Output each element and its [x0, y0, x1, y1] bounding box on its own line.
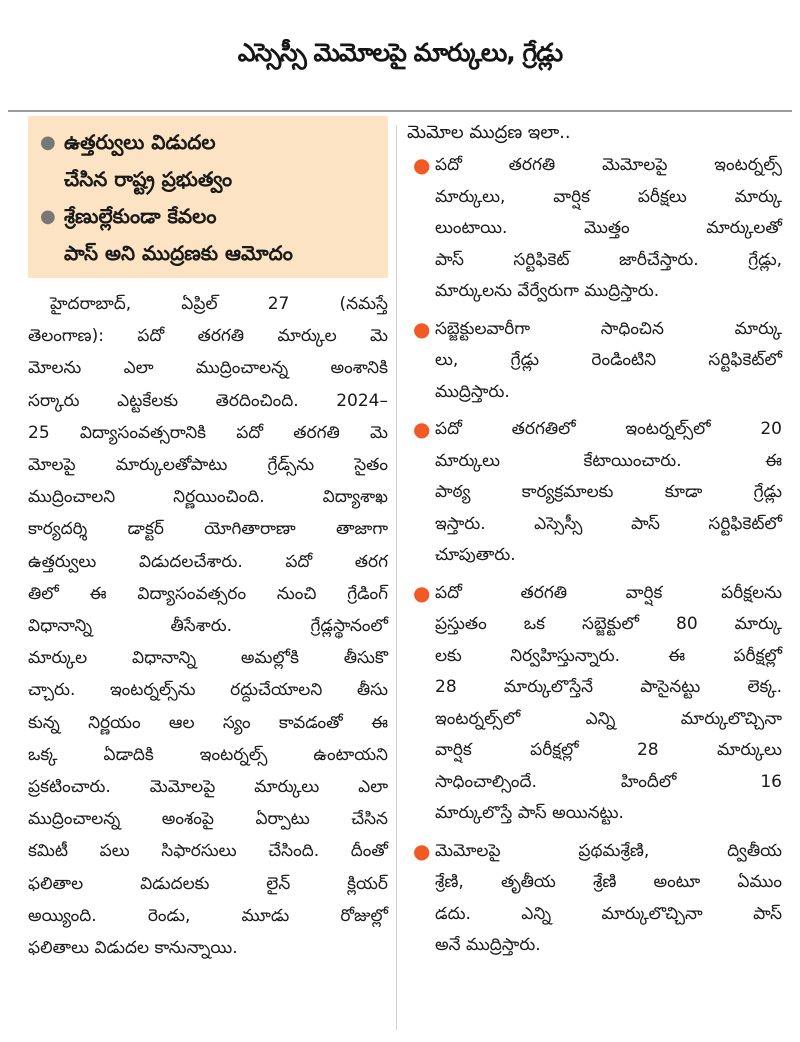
point-line: ముద్రిస్తారు. [435, 381, 510, 402]
highlight-line: పాస్ అని ముద్రణకు ఆమోదం [64, 241, 293, 265]
body-line: చ్చారు. ఇంటర్నల్స్‌ను రద్దుచేయాలని తీసు [28, 680, 388, 701]
body-line: 25 విద్యాసంవత్సరానికి పదో తరగతి మె [28, 422, 388, 443]
left-column [28, 116, 388, 964]
highlight-line: చేసిన రాష్ట్ర ప్రభుత్వం [64, 167, 233, 191]
headline: ఎస్సెస్సీ మెమోలపై మార్కులు, గ్రేడ్లు [237, 38, 563, 67]
body-line: ఉత్తర్వులు విడుదలచేశారు. పదో తరగ [28, 551, 388, 572]
point-line: సాధించాల్సిందే. హిందీలో 16 [435, 771, 782, 792]
highlight-item [40, 198, 378, 272]
body-line: మోలను ఎలా ముద్రించాలన్న అంశానికి [28, 358, 388, 379]
highlight-line: ఉత్తర్వులు విడుదల [64, 130, 216, 154]
point-line: పదో తరగతిలో ఇంటర్నల్స్‌లో 20 [435, 419, 782, 439]
point-line: పదో తరగతి మెమోలపై ఇంటర్నల్స్ [435, 155, 782, 175]
body-line: కార్యదర్శి డాక్టర్ యోగితారాణా తాజాగా [28, 519, 388, 540]
body-line: తెలంగాణ): పదో తరగతి మార్కుల మె [28, 326, 388, 347]
point-line: అనే ముద్రిస్తారు. [435, 935, 541, 955]
point-line: మార్కులు కేటాయించారు. ఈ [435, 450, 782, 471]
body-line: మార్కుల విధానాన్ని అమల్లోకి తీసుకొ [28, 648, 388, 669]
point-item [405, 836, 790, 962]
bullet-icon: ● [413, 316, 431, 341]
body-line: విధానాన్ని తీసేశారు. గ్రేడ్లస్థానంలో [28, 616, 388, 637]
highlight-line: శ్రేణుల్లేకుండా కేవలం [64, 204, 217, 228]
body-line: ఫలితాల విడుదలకు లైన్ క్లియర్ [28, 873, 388, 894]
subheading: మెమోల ముద్రణ ఇలా.. [407, 122, 571, 143]
body-line: కున్న నిర్ణయం ఆల స్యం కావడంతో ఈ [28, 712, 388, 733]
point-line: లుంటాయి. మొత్తం మార్కులతో [435, 218, 782, 238]
body-line: ప్రకటించారు. మెమోలపై మార్కులు ఎలా [28, 777, 388, 798]
point-line: మార్కులొస్తే పాస్ అయినట్టు. [435, 803, 624, 823]
point-line: 28 మార్కులొస్తేనే పాసైనట్టు లెక్క. [435, 677, 782, 697]
article-body [28, 288, 388, 964]
point-line: సబ్జెక్టులవారీగా సాధించిన మార్కు [435, 318, 782, 339]
bullet-icon: ● [413, 838, 431, 863]
body-line: తిలో ఈ విద్యాసంవత్సరం నుంచి గ్రేడింగ్ [28, 583, 388, 604]
body-line: హైదరాబాద్, ఏప్రిల్ 27 (నమస్తే [50, 294, 388, 314]
bullet-icon: ● [40, 132, 56, 153]
body-line: అయ్యింది. రెండు, మూడు రోజుల్లో [28, 905, 388, 926]
point-line: మెమోలపై ప్రథమశ్రేణి, ద్వితీయ [435, 840, 782, 861]
body-line: సర్కారు ఎట్టకేలకు తెరదించింది. 2024– [28, 390, 388, 411]
point-line: లకు నిర్వహిస్తున్నారు. ఈ పరీక్షల్లో [435, 645, 782, 666]
body-line: మోలపై మార్కులతోపాటు గ్రేడ్స్‌ను సైతం [28, 455, 388, 476]
point-item [405, 314, 790, 409]
bullet-icon: ● [40, 206, 56, 227]
bullet-icon: ● [413, 153, 431, 177]
point-line: పాస్ సర్టిఫికెట్ జారీచేస్తారు. గ్రేడ్లు, [435, 249, 782, 270]
point-line: లు, గ్రేడ్లు రెండింటిని సర్టిఫికెట్‌లో [435, 350, 782, 370]
body-line: ఒక్క ఏడాదికి ఇంటర్నల్స్ ఉంటాయని [28, 744, 388, 765]
point-item [405, 578, 790, 830]
point-line: ఇంటర్నల్స్‌లో ఎన్ని మార్కులొచ్చినా [435, 708, 782, 729]
highlight-item [40, 124, 378, 198]
point-item [405, 414, 790, 572]
body-line: కమిటీ పలు సిఫారసులు చేసింది. దీంతో [28, 841, 388, 862]
bullet-icon: ● [413, 580, 431, 605]
point-line: మార్కులను వేర్వేరుగా ముద్రిస్తారు. [435, 281, 660, 301]
point-line: మార్కులు, వార్షిక పరీక్షలు మార్కు [435, 186, 782, 207]
point-line: ప్రస్తుతం ఒక సబ్జెక్టులో 80 మార్కు [435, 614, 782, 634]
highlight-box [28, 116, 388, 278]
right-column [405, 116, 790, 968]
body-line: ముద్రించాలన్న అంశంపై ఏర్పాటు చేసిన [28, 809, 388, 830]
headline-rule [8, 110, 792, 112]
point-line: పాఠ్య కార్యక్రమాలకు కూడా గ్రేడ్లు [435, 482, 782, 502]
point-line: చూపుతారు. [435, 545, 516, 565]
point-line: శ్రేణి, తృతీయ శ్రేణి అంటూ ఏముం [435, 872, 782, 892]
bullet-icon: ● [413, 417, 431, 441]
point-line: వార్షిక పరీక్షల్లో 28 మార్కులు [435, 740, 782, 760]
column-divider [396, 125, 397, 1030]
body-line: ఫలితాలు విడుదల కానున్నాయి. [28, 938, 238, 959]
body-line: ముద్రించాలని నిర్ణయించింది. విద్యాశాఖ [28, 487, 388, 508]
point-line: డదు. ఎన్ని మార్కులొచ్చినా పాస్ [435, 903, 782, 924]
point-line: పదో తరగతి వార్షిక పరీక్షలను [435, 582, 782, 603]
point-item [405, 150, 790, 308]
point-line: ఇస్తారు. ఎస్సెస్సీ పాస్ సర్టిఫికెట్‌లో [435, 513, 782, 534]
